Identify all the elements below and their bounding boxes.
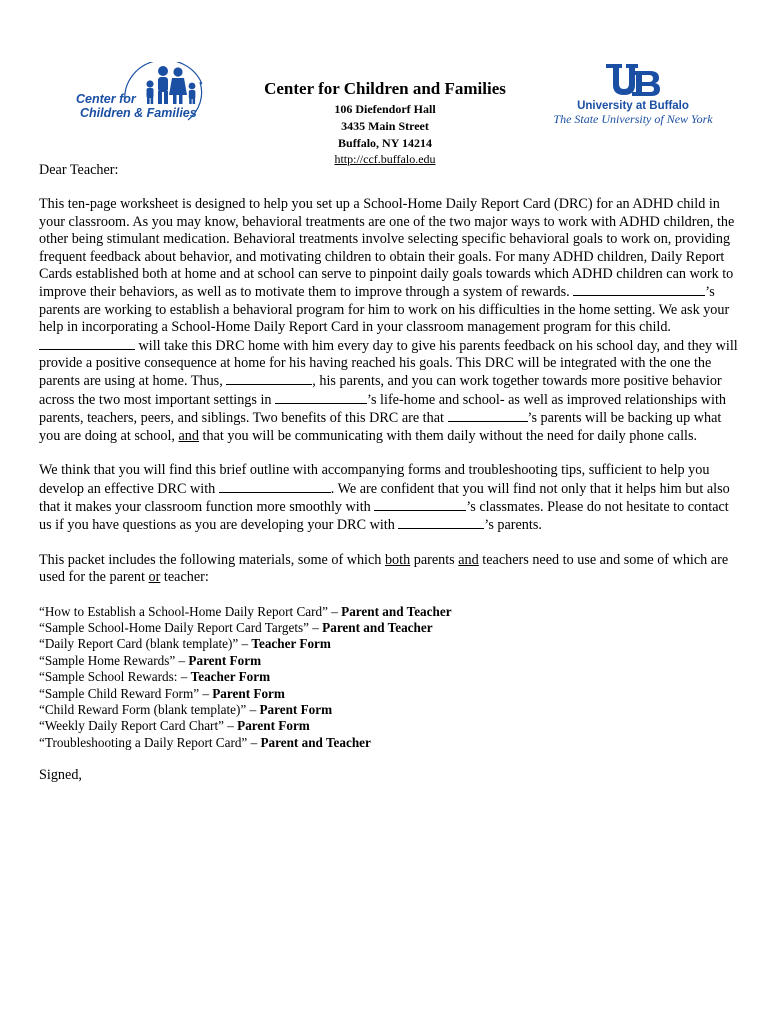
material-title: “Sample School Rewards: – <box>39 669 191 685</box>
list-item <box>39 604 739 620</box>
material-audience: Parent Form <box>259 701 333 717</box>
address-line-3: Buffalo, NY 14214 <box>338 136 432 150</box>
ub-tagline: The State University of New York <box>553 112 713 126</box>
text-run: This packet includes the following materials, some of which <box>39 551 385 568</box>
text-run: . We are confident that you will find not only that it helps him but also that it makes your classroom function more smoothly with <box>39 480 730 515</box>
material-audience: Parent Form <box>188 652 262 668</box>
text-run: ’s parents. <box>484 517 542 534</box>
list-item <box>39 735 739 751</box>
material-title: “Daily Report Card (blank template)” – <box>39 636 252 652</box>
material-audience: Parent Form <box>212 685 285 701</box>
material-title: “How to Establish a School-Home Daily Report Card” – <box>39 603 342 619</box>
material-title: “Child Reward Form (blank template)” – <box>39 701 260 717</box>
text-run: ’s life-home and school- as well as improved relationships with parents, teachers, peers, and siblings. Two benefits of this DRC are that <box>39 391 726 427</box>
text-run: ’s classmates. Please do not hesitate to contact us if you have questions as you are developing your DRC with <box>39 498 729 534</box>
text-run: parents <box>410 551 459 568</box>
child-name-blank[interactable] <box>573 283 705 296</box>
child-name-blank[interactable] <box>448 409 528 422</box>
text-run: This ten-page worksheet is designed to help you set up a School-Home Daily Report Card (DRC) for an ADHD child in your classroom. As you may know, behavioral treatments are one of the two major ways to work with ADHD children, the other being stimulant medication. Behavioral treatments involve selecting specific behavioral goals to work on, providing frequent feedback about behavior, and motivating children to obtain their goals. For many ADHD children, Daily Report Cards established both at home and at school can serve to pinpoint daily goals towards which ADHD children can work to improve their behaviors, as well as to motivate them to improve through a system of rewards. <box>39 196 735 301</box>
address-line-1: 106 Diefendorf Hall <box>334 102 436 116</box>
material-audience: Parent and Teacher <box>341 603 452 619</box>
ub-name: University at Buffalo <box>577 100 689 112</box>
letterhead-center <box>225 78 545 167</box>
letter-body <box>39 162 739 785</box>
material-title: “Weekly Daily Report Card Chart” – <box>39 718 238 734</box>
signoff: Signed, <box>39 767 82 784</box>
list-item <box>39 636 739 652</box>
material-audience: Parent Form <box>237 718 310 734</box>
list-item <box>39 653 739 669</box>
material-title: “Sample Home Rewards” – <box>39 652 189 668</box>
list-item <box>39 669 739 685</box>
letterhead <box>0 58 770 166</box>
text-run: that you will be communicating with them daily without the need for daily phone calls. <box>198 427 698 444</box>
emphasis-and: and <box>458 551 479 568</box>
child-name-blank[interactable] <box>219 480 331 493</box>
paragraph-outline <box>39 462 739 535</box>
center-title: Center for Children and Families <box>264 79 506 98</box>
materials-list <box>39 604 739 752</box>
list-item <box>39 620 739 636</box>
list-item <box>39 686 739 702</box>
child-name-blank[interactable] <box>39 337 135 350</box>
material-audience: Teacher Form <box>251 636 331 652</box>
ub-logo <box>548 62 718 132</box>
material-audience: Teacher Form <box>190 669 271 685</box>
material-title: “Troubleshooting a Daily Report Card” – <box>39 734 261 750</box>
emphasis-and: and <box>178 427 199 444</box>
ub-monogram-icon <box>602 62 664 98</box>
material-audience: Parent and Teacher <box>322 619 433 635</box>
list-item <box>39 718 739 734</box>
material-title: “Sample Child Reward Form” – <box>39 685 213 701</box>
paragraph-packet <box>39 552 739 587</box>
text-run: teachers need to use and some of which are used for the parent <box>39 551 729 586</box>
child-name-blank[interactable] <box>398 516 484 529</box>
emphasis-both: both <box>384 551 411 568</box>
text-run: , his parents, and you can work together towards more positive behavior across the two most important settings in <box>39 373 722 408</box>
address-line-2: 3435 Main Street <box>341 119 429 133</box>
text-run: ’s parents are working to establish a behavioral program for him to work on his difficulties in the home setting. We ask your help in incorporating a School-Home Daily Report Card in your classroom management program for this child. <box>39 284 730 336</box>
salutation: Dear Teacher: <box>39 162 119 178</box>
website-link[interactable]: http://ccf.buffalo.edu <box>334 152 436 166</box>
material-audience: Parent and Teacher <box>260 734 371 750</box>
child-name-blank[interactable] <box>374 498 466 511</box>
emphasis-or: or <box>148 569 161 586</box>
ccf-logo-line2: Children & Families <box>80 106 197 120</box>
child-name-blank[interactable] <box>226 372 312 385</box>
text-run: teacher: <box>160 569 209 586</box>
child-name-blank[interactable] <box>275 391 367 404</box>
text-run: We think that you will find this brief outline with accompanying forms and troubleshooting tips, sufficient to help you develop an effective DRC with <box>39 462 710 497</box>
text-run: will take this DRC home with him every day to give his parents feedback on his school day, and they will provide a positive consequence at home for his having reached his goals. This DRC will be integrated with the one the parents are using at home. Thus, <box>39 337 738 390</box>
list-item <box>39 702 739 718</box>
ccf-logo-line1: Center for <box>76 92 136 106</box>
ccf-logo <box>70 62 210 132</box>
paragraph-intro <box>39 196 739 445</box>
ccf-logo-text <box>76 92 197 120</box>
material-title: “Sample School-Home Daily Report Card Targets” – <box>39 619 323 635</box>
text-run: ’s parents will be backing up what you are doing at school, <box>39 410 722 444</box>
